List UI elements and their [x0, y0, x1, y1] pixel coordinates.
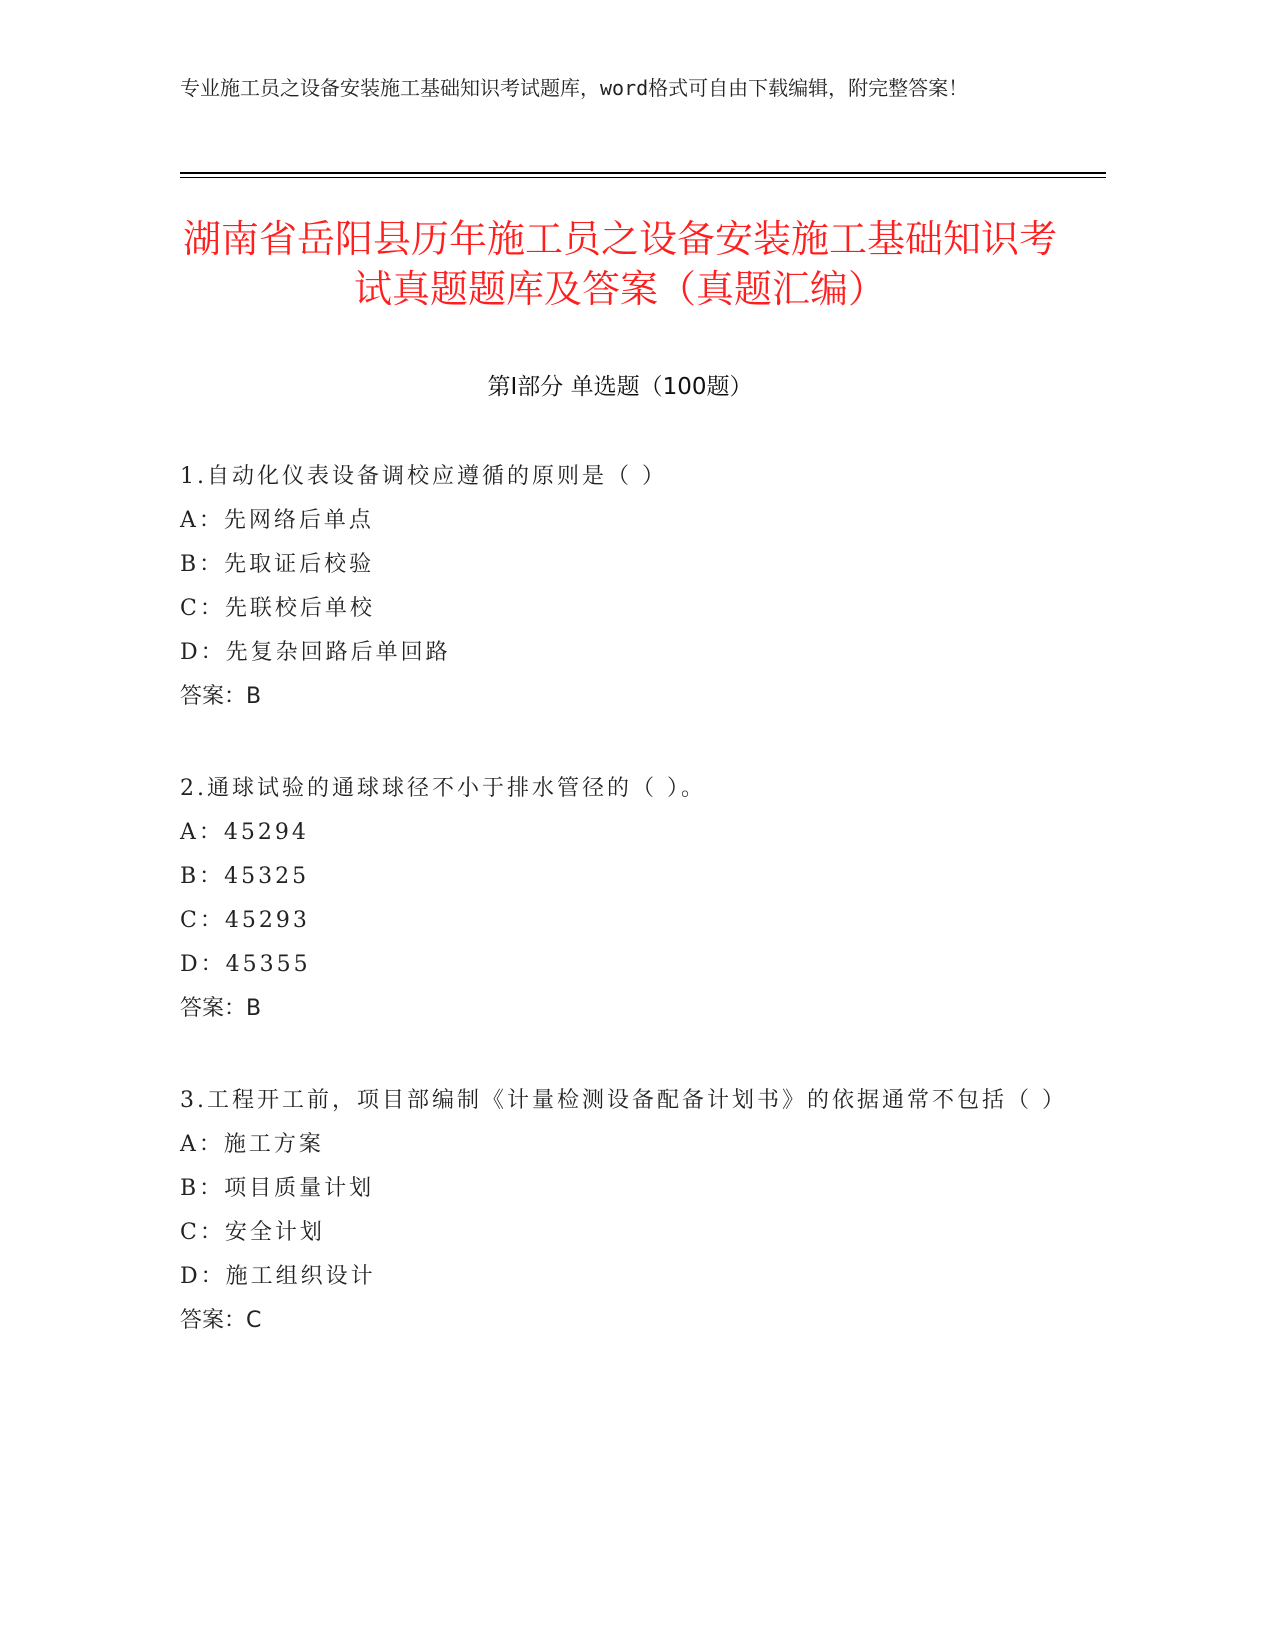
option-a: A：施工方案 [180, 1132, 324, 1157]
answer-line: 答案：B [180, 996, 262, 1021]
option-c: C：先联校后单校 [180, 596, 375, 621]
option-c: C：45293 [180, 908, 310, 933]
question-1 [180, 455, 1060, 719]
option-b: B：45325 [180, 864, 310, 889]
question-2 [180, 767, 1060, 1031]
header-note: 专业施工员之设备安装施工基础知识考试题库，word格式可自由下载编辑，附完整答案！ [180, 76, 969, 100]
option-b: B：项目质量计划 [180, 1176, 375, 1201]
header-rule-thin [180, 177, 1106, 178]
question-3 [180, 1079, 1067, 1343]
question-stem: 1.自动化仪表设备调校应遵循的原则是（ ） [180, 464, 667, 489]
option-b: B：先取证后校验 [180, 552, 375, 577]
option-c: C：安全计划 [180, 1220, 325, 1245]
option-a: A：先网络后单点 [180, 508, 374, 533]
header-rule-thick [180, 172, 1106, 174]
document-title: 湖南省岳阳县历年施工员之设备安装施工基础知识考试真题题库及答案（真题汇编） [182, 217, 1057, 311]
option-a: A：45294 [180, 820, 309, 845]
option-d: D：45355 [180, 952, 311, 977]
option-d: D：先复杂回路后单回路 [180, 640, 451, 665]
question-stem: 2.通球试验的通球球径不小于排水管径的（ ）。 [180, 776, 706, 801]
question-stem: 3.工程开工前，项目部编制《计量检测设备配备计划书》的依据通常不包括（ ） [180, 1088, 1067, 1113]
section-heading: 第Ⅰ部分 单选题（100题） [487, 374, 753, 400]
answer-line: 答案：C [180, 1308, 262, 1333]
answer-line: 答案：B [180, 684, 262, 709]
question-list [180, 455, 1067, 1391]
option-d: D：施工组织设计 [180, 1264, 376, 1289]
